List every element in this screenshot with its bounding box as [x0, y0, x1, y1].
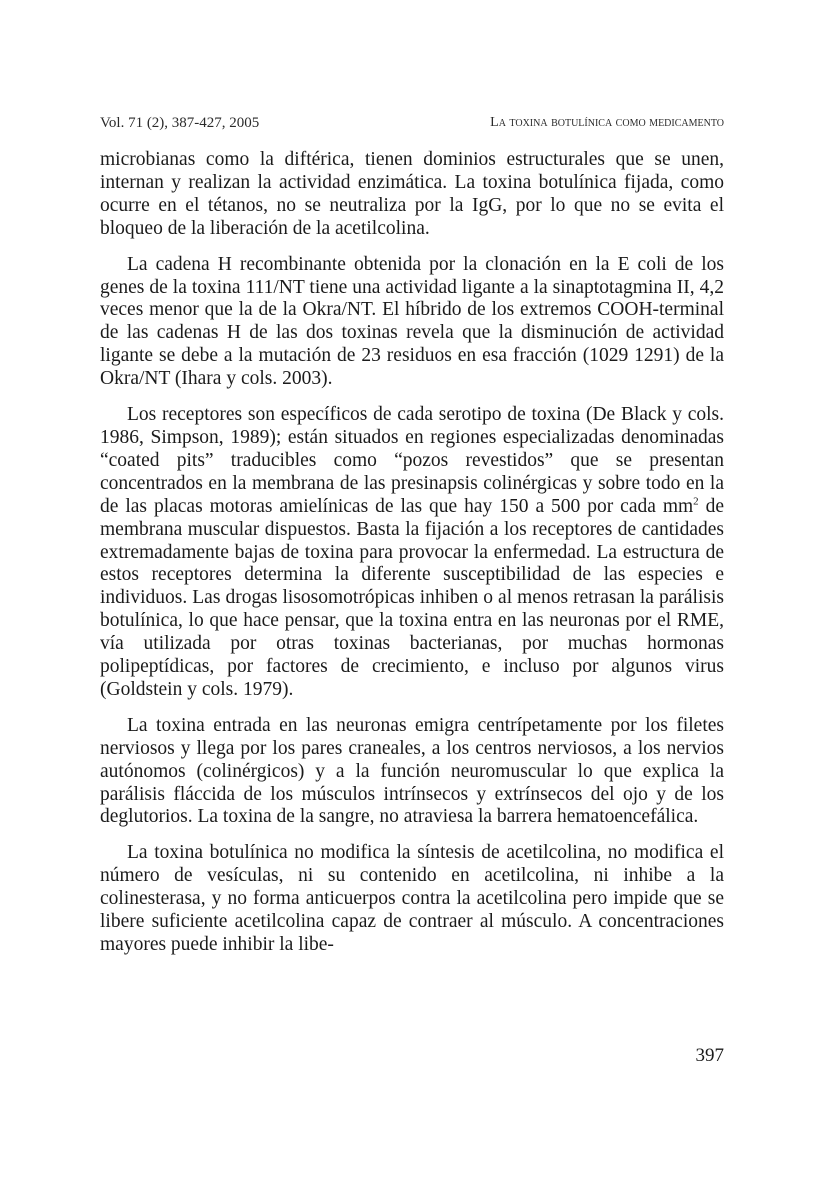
- paragraph-receptores: [100, 404, 724, 702]
- running-title: La toxina botulínica como medicamento: [490, 115, 724, 130]
- paragraph-cadena-h: La cadena H recombinante obtenida por la clonación en la E coli de los genes de la toxina 111/NT tiene una actividad ligante a la sinaptotagmina II, 4,2 veces menor que la de la Okra/NT. El híbrido de los extremos COOH-terminal de las cadenas H de las dos toxinas revela que la disminución de actividad ligante se debe a la mutación de 23 residuos en esa fracción (1029 1291) de la Okra/NT (Ihara y cols. 2003).: [100, 253, 724, 390]
- paragraph-continuation: microbianas como la diftérica, tienen dominios estructurales que se unen, internan y realizan la actividad enzimática. La toxina botulínica fijada, como ocurre en el tétanos, no se neutraliza por la IgG, por lo que no se evita el bloqueo de la liberación de la acetilcolina.: [100, 149, 724, 239]
- paragraph-receptores-part-1: Los receptores son específicos de cada serotipo de toxina (De Black y cols. 1986, Simpson, 1989); están situados en regiones especializadas denominadas “coated pits” traducibles como “pozos revestidos” que se presentan concentrados en la membrana de las presinapsis colinérgicas y sobre todo en la de las placas motoras amielínicas de las que hay 150 a 500 por cada mm: [100, 404, 724, 517]
- paragraph-toxina-entrada: La toxina entrada en las neuronas emigra centrípetamente por los filetes nerviosos y llega por los pares craneales, a los centros nerviosos, a los nervios autónomos (colinérgicos) y a la función neuromuscular lo que explica la parálisis fláccida de los músculos intrínsecos y extrínsecos del ojo y de los deglutorios. La toxina de la sangre, no atraviesa la barrera hematoencefálica.: [100, 714, 724, 828]
- page-number: 397: [695, 1045, 724, 1066]
- paragraph-sintesis-acetilcolina: La toxina botulínica no modifica la síntesis de acetilcolina, no modifica el número de vesículas, ni su contenido en acetilcolina, ni inhibe a la colinesterasa, y no forma anticuerpos contra la acetilcolina pero impide que se libere suficiente acetilcolina capaz de contraer al músculo. A concentraciones mayores puede inhibir la libe-: [100, 842, 724, 955]
- running-header: [100, 113, 724, 133]
- journal-volume-citation: Vol. 71 (2), 387-427, 2005: [100, 115, 260, 131]
- paragraph-receptores-part-2: de membrana muscular dispuestos. Basta la fijación a los receptores de cantidades extremadamente bajas de toxina para provocar la enfermedad. La estructura de estos receptores determina la diferente susceptibilidad de las especies e individuos. Las drogas lisosomotrópicas inhiben o al menos retrasan la parálisis botulínica, lo que hace pensar, que la toxina entra en las neuronas por el RME, vía utilizada por otras toxinas bacterianas, por muchas hormonas polipeptídicas, por factores de crecimiento, e incluso por algunos virus (Goldstein y cols. 1979).: [100, 495, 725, 700]
- article-body: [100, 149, 724, 970]
- superscript-exponent: 2: [693, 495, 699, 508]
